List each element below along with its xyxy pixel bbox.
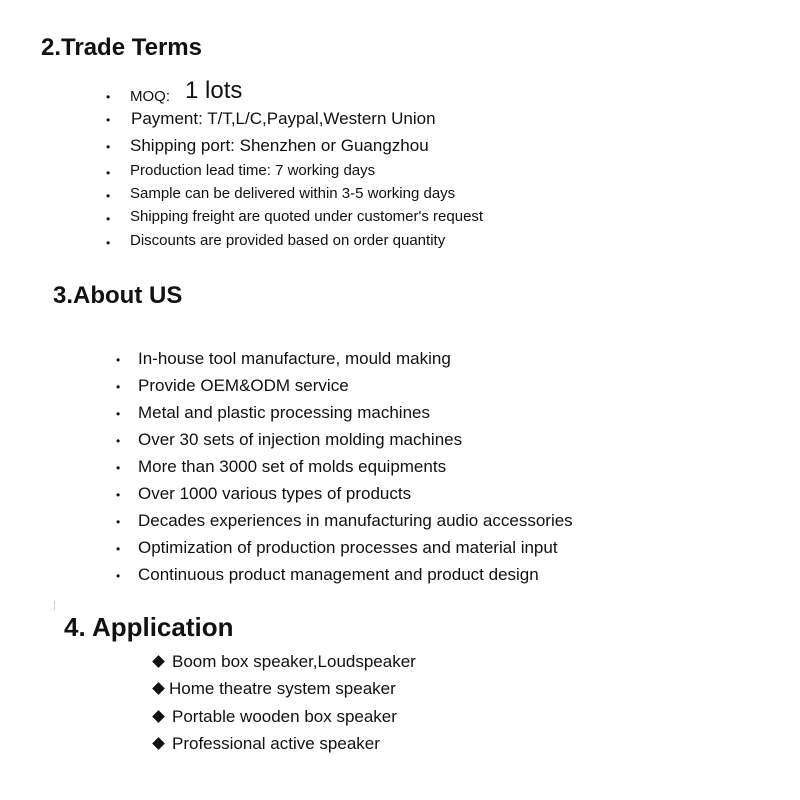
about-item-text: In-house tool manufacture, mould making <box>138 349 451 368</box>
about-item-text: Provide OEM&ODM service <box>138 376 349 395</box>
about-item-text: Decades experiences in manufacturing audio accessories <box>138 511 573 530</box>
about-item-text: Metal and plastic processing machines <box>138 403 430 422</box>
bullet-icon: • <box>116 542 121 556</box>
about-item-text: Continuous product management and product design <box>138 565 539 584</box>
bullet-icon: • <box>116 380 121 394</box>
bullet-icon: • <box>116 569 121 583</box>
trade-term-text: Production lead time: 7 working days <box>130 162 376 179</box>
bullet-icon: • <box>116 461 121 475</box>
bullet-icon: • <box>106 212 111 226</box>
diamond-bullet-icon <box>152 655 165 668</box>
application-heading: 4. Application <box>64 612 234 642</box>
moq-label: MOQ: <box>130 88 170 105</box>
about-item-text: Over 30 sets of injection molding machines <box>138 430 463 449</box>
trade-term-text: Shipping port: Shenzhen or Guangzhou <box>130 136 429 155</box>
trade-term-text: Payment: T/T,L/C,Paypal,Western Union <box>131 109 436 128</box>
trade-term-text: Discounts are provided based on order quantity <box>130 232 446 249</box>
bullet-icon: • <box>106 140 111 154</box>
diamond-bullet-icon <box>152 710 165 723</box>
diamond-bullet-icon <box>152 737 165 750</box>
bullet-icon: • <box>116 515 121 529</box>
bullet-icon: • <box>106 166 111 180</box>
about-item-text: Optimization of production processes and material input <box>138 538 558 557</box>
bullet-icon: • <box>106 113 111 127</box>
application-item-text: Boom box speaker,Loudspeaker <box>172 652 416 671</box>
trade-term-text: Shipping freight are quoted under customer's request <box>130 208 484 225</box>
about-item-text: More than 3000 set of molds equipments <box>138 457 447 476</box>
bullet-icon: • <box>116 353 121 367</box>
bullet-icon: • <box>116 434 121 448</box>
bullet-icon: • <box>116 407 121 421</box>
bullet-icon: • <box>116 488 121 502</box>
diamond-bullet-icon <box>152 682 165 695</box>
application-item-text: Portable wooden box speaker <box>172 707 397 726</box>
bullet-icon: • <box>106 189 111 203</box>
application-item-text: Home theatre system speaker <box>169 679 396 698</box>
about-item-text: Over 1000 various types of products <box>138 484 412 503</box>
bullet-icon: • <box>106 90 111 104</box>
about-us-heading: 3.About US <box>53 282 183 309</box>
moq-value: 1 lots <box>185 77 243 104</box>
stray-mark <box>54 601 55 610</box>
trade-term-text: Sample can be delivered within 3-5 working days <box>130 185 456 202</box>
trade-terms-heading: 2.Trade Terms <box>41 34 202 61</box>
application-item-text: Professional active speaker <box>172 734 380 753</box>
bullet-icon: • <box>106 236 111 250</box>
